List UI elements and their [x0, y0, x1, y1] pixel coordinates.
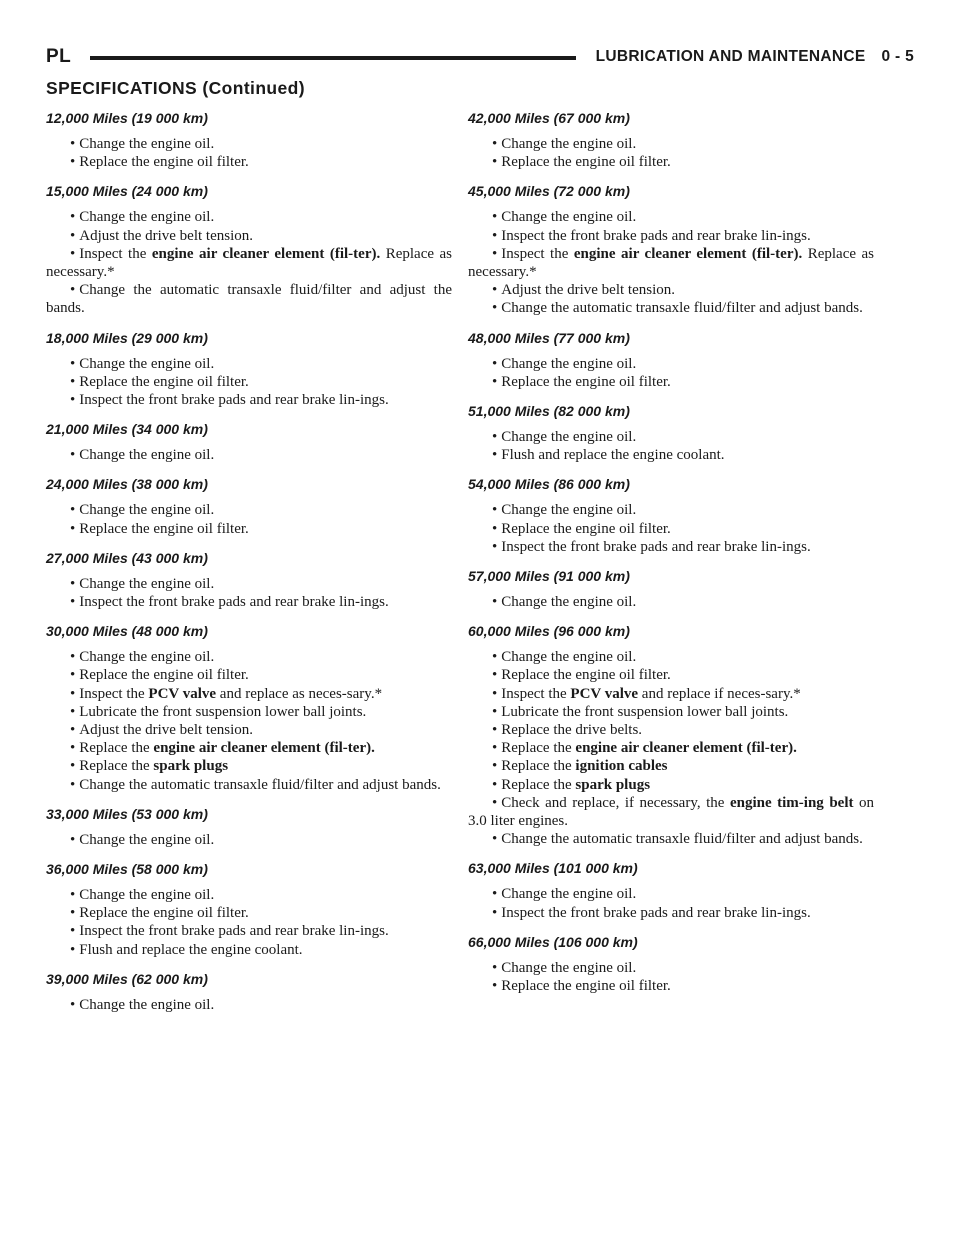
- interval-group: [46, 623, 452, 794]
- bullet-icon: •: [492, 355, 498, 372]
- task-item: [46, 391, 452, 409]
- task-item: [46, 135, 452, 153]
- interval-group: [46, 971, 452, 1014]
- task-item: [468, 245, 874, 281]
- bullet-icon: •: [492, 209, 498, 226]
- bullet-icon: •: [492, 282, 498, 299]
- task-text: Replace the engine oil filter.: [79, 373, 249, 390]
- bullet-icon: •: [70, 502, 76, 519]
- bullet-icon: •: [492, 667, 498, 684]
- task-text: Inspect the front brake pads and rear brake lin-ings.: [501, 227, 811, 244]
- task-text: Flush and replace the engine coolant.: [79, 941, 303, 958]
- task-item: [46, 922, 452, 940]
- interval-heading: 39,000 Miles (62 000 km): [46, 970, 208, 987]
- task-item: [468, 446, 874, 464]
- interval-heading: 60,000 Miles (96 000 km): [468, 623, 630, 640]
- task-text: Replace the engine oil filter.: [501, 373, 671, 390]
- task-text: Replace the: [79, 758, 154, 775]
- bullet-icon: •: [70, 594, 76, 611]
- task-text: Inspect the front brake pads and rear brake lin-ings.: [501, 538, 811, 555]
- bullet-icon: •: [70, 447, 76, 464]
- task-text: and replace if neces-sary.*: [638, 685, 801, 702]
- task-text: Change the engine oil.: [79, 502, 215, 519]
- interval-group: [468, 568, 874, 611]
- interval-heading: 63,000 Miles (101 000 km): [468, 860, 638, 877]
- bullet-icon: •: [492, 685, 498, 702]
- bullet-icon: •: [492, 447, 498, 464]
- interval-group: [468, 330, 874, 391]
- task-item: [46, 153, 452, 171]
- interval-group: [46, 421, 452, 464]
- task-text: Replace the engine oil filter.: [501, 978, 671, 995]
- task-emphasis: engine tim-ing belt: [729, 794, 854, 811]
- interval-heading: 21,000 Miles (34 000 km): [46, 421, 208, 438]
- task-text: Change the engine oil.: [79, 355, 215, 372]
- task-text: Change the automatic transaxle fluid/filter and adjust bands.: [79, 776, 441, 793]
- task-emphasis: PCV valve: [148, 685, 217, 702]
- bullet-icon: •: [70, 722, 76, 739]
- page-number: 0 - 5: [881, 48, 914, 65]
- bullet-icon: •: [70, 154, 76, 171]
- task-item: [46, 281, 452, 317]
- interval-heading: 12,000 Miles (19 000 km): [46, 110, 208, 126]
- task-text: Replace the: [501, 758, 576, 775]
- task-item: [468, 373, 874, 391]
- task-text: Change the engine oil.: [79, 447, 215, 464]
- task-item: [46, 501, 452, 519]
- interval-group: [468, 110, 874, 171]
- task-item: [46, 685, 452, 703]
- bullet-icon: •: [70, 905, 76, 922]
- header-title: LUBRICATION AND MAINTENANCE: [595, 48, 866, 65]
- bullet-icon: •: [70, 685, 76, 702]
- bullet-icon: •: [492, 136, 498, 152]
- task-item: [468, 739, 874, 757]
- task-item: [46, 593, 452, 611]
- task-text: and replace as neces-sary.*: [216, 685, 383, 702]
- task-emphasis: spark plugs: [153, 758, 229, 775]
- interval-group: [46, 110, 452, 171]
- header-right: [596, 48, 914, 66]
- bullet-icon: •: [492, 959, 498, 976]
- right-column: [468, 110, 874, 1007]
- task-text: Change the engine oil.: [79, 209, 215, 226]
- task-item: [468, 227, 874, 245]
- task-item: [468, 208, 874, 226]
- task-text: Replace the engine oil filter.: [79, 905, 249, 922]
- interval-heading: 45,000 Miles (72 000 km): [468, 183, 630, 200]
- task-text: Replace the drive belts.: [501, 722, 643, 739]
- task-text: Inspect the: [501, 685, 571, 702]
- bullet-icon: •: [492, 703, 498, 720]
- interval-heading: 66,000 Miles (106 000 km): [468, 933, 638, 950]
- interval-group: [46, 476, 452, 537]
- task-text: Replace the: [501, 740, 576, 757]
- task-text: Change the engine oil.: [501, 355, 637, 372]
- bullet-icon: •: [492, 429, 498, 446]
- task-item: [46, 941, 452, 959]
- task-text: Change the engine oil.: [501, 502, 637, 519]
- task-item: [468, 355, 874, 373]
- bullet-icon: •: [70, 649, 76, 666]
- task-text: Lubricate the front suspension lower ball joints.: [501, 703, 789, 720]
- task-emphasis: engine air cleaner element (fil-ter).: [151, 245, 381, 262]
- section-title: SPECIFICATIONS (Continued): [46, 78, 305, 98]
- task-text: Change the engine oil.: [79, 887, 215, 904]
- interval-heading: 54,000 Miles (86 000 km): [468, 476, 630, 493]
- interval-heading: 57,000 Miles (91 000 km): [468, 568, 630, 585]
- interval-heading: 33,000 Miles (53 000 km): [46, 805, 208, 822]
- task-text: Inspect the: [501, 245, 574, 262]
- task-item: [468, 135, 874, 153]
- bullet-icon: •: [70, 392, 76, 409]
- bullet-icon: •: [492, 776, 498, 793]
- interval-heading: 36,000 Miles (58 000 km): [46, 861, 208, 878]
- task-text: Change the engine oil.: [79, 649, 215, 666]
- interval-heading: 30,000 Miles (48 000 km): [46, 623, 208, 640]
- task-text: Replace the engine oil filter.: [501, 520, 671, 537]
- bullet-icon: •: [492, 722, 498, 739]
- task-text: Inspect the: [79, 685, 149, 702]
- bullet-icon: •: [70, 831, 76, 848]
- task-item: [468, 757, 874, 775]
- bullet-icon: •: [492, 502, 498, 519]
- bullet-icon: •: [492, 538, 498, 555]
- task-text: Change the engine oil.: [501, 649, 637, 666]
- bullet-icon: •: [492, 245, 498, 262]
- task-text: Inspect the front brake pads and rear brake lin-ings.: [79, 392, 389, 409]
- task-text: Adjust the drive belt tension.: [501, 282, 675, 299]
- bullet-icon: •: [70, 282, 76, 299]
- interval-group: [46, 183, 452, 317]
- task-text: Flush and replace the engine coolant.: [501, 447, 725, 464]
- bullet-icon: •: [70, 923, 76, 940]
- task-emphasis: engine air cleaner element (fil-ter).: [573, 245, 803, 262]
- task-text: Change the engine oil.: [79, 575, 215, 592]
- bullet-icon: •: [70, 227, 76, 244]
- bullet-icon: •: [492, 373, 498, 390]
- task-text: Change the engine oil.: [501, 886, 637, 903]
- bullet-icon: •: [70, 209, 76, 226]
- task-item: [468, 428, 874, 446]
- task-item: [46, 520, 452, 538]
- task-item: [468, 959, 874, 977]
- bullet-icon: •: [492, 886, 498, 903]
- task-item: [468, 281, 874, 299]
- interval-group: [468, 183, 874, 317]
- task-text: Change the automatic transaxle fluid/filter and adjust the bands.: [46, 282, 452, 317]
- task-item: [46, 886, 452, 904]
- bullet-icon: •: [492, 300, 498, 317]
- bullet-icon: •: [70, 776, 76, 793]
- interval-group: [468, 860, 874, 921]
- task-item: [46, 355, 452, 373]
- task-text: Replace the engine oil filter.: [79, 667, 249, 684]
- interval-group: [46, 330, 452, 410]
- task-item: [468, 538, 874, 556]
- task-text: Change the engine oil.: [501, 209, 637, 226]
- task-item: [468, 794, 874, 830]
- interval-group: [468, 476, 874, 556]
- task-text: Check and replace, if necessary, the: [501, 794, 730, 811]
- task-item: [46, 739, 452, 757]
- interval-heading: 42,000 Miles (67 000 km): [468, 110, 630, 126]
- task-item: [468, 703, 874, 721]
- task-text: Inspect the front brake pads and rear brake lin-ings.: [79, 594, 389, 611]
- task-text: Change the engine oil.: [501, 136, 637, 152]
- task-text: Change the engine oil.: [501, 594, 637, 611]
- interval-group: [468, 623, 874, 848]
- task-item: [468, 299, 874, 317]
- task-text: Replace the engine oil filter.: [79, 520, 249, 537]
- task-text: Inspect the front brake pads and rear brake lin-ings.: [501, 904, 811, 921]
- task-item: [46, 996, 452, 1014]
- bullet-icon: •: [70, 373, 76, 390]
- bullet-icon: •: [492, 740, 498, 757]
- task-text: Change the engine oil.: [501, 429, 637, 446]
- task-item: [468, 721, 874, 739]
- task-text: Replace the engine oil filter.: [79, 154, 249, 171]
- task-item: [468, 776, 874, 794]
- task-text: Change the automatic transaxle fluid/filter and adjust bands.: [501, 831, 863, 848]
- bullet-icon: •: [492, 154, 498, 171]
- task-item: [468, 666, 874, 684]
- task-item: [46, 208, 452, 226]
- task-item: [468, 501, 874, 519]
- task-item: [46, 831, 452, 849]
- bullet-icon: •: [70, 355, 76, 372]
- interval-heading: 18,000 Miles (29 000 km): [46, 329, 208, 346]
- task-emphasis: engine air cleaner element (fil-ter).: [575, 740, 797, 757]
- interval-group: [468, 403, 874, 464]
- task-item: [468, 885, 874, 903]
- bullet-icon: •: [492, 831, 498, 848]
- task-emphasis: ignition cables: [575, 758, 668, 775]
- task-item: [468, 520, 874, 538]
- task-text: Replace the engine oil filter.: [501, 154, 671, 171]
- task-item: [46, 904, 452, 922]
- bullet-icon: •: [70, 245, 76, 262]
- interval-heading: 48,000 Miles (77 000 km): [468, 329, 630, 346]
- task-text: Lubricate the front suspension lower ball joints.: [79, 703, 367, 720]
- task-item: [468, 830, 874, 848]
- task-item: [46, 703, 452, 721]
- bullet-icon: •: [70, 887, 76, 904]
- task-item: [46, 776, 452, 794]
- task-text: Replace the: [501, 776, 576, 793]
- task-item: [46, 666, 452, 684]
- task-item: [46, 446, 452, 464]
- bullet-icon: •: [492, 520, 498, 537]
- task-emphasis: spark plugs: [575, 776, 651, 793]
- task-item: [468, 153, 874, 171]
- task-item: [46, 227, 452, 245]
- bullet-icon: •: [70, 758, 76, 775]
- task-item: [468, 648, 874, 666]
- header-rule: [90, 56, 576, 60]
- task-item: [46, 757, 452, 775]
- task-item: [468, 977, 874, 995]
- bullet-icon: •: [70, 667, 76, 684]
- interval-heading: 27,000 Miles (43 000 km): [46, 549, 208, 566]
- bullet-icon: •: [70, 520, 76, 537]
- bullet-icon: •: [492, 594, 498, 611]
- task-text: Inspect the: [79, 245, 152, 262]
- task-text: on 3.0 liter engines.: [468, 794, 874, 830]
- task-text: Change the engine oil.: [501, 959, 637, 976]
- bullet-icon: •: [70, 941, 76, 958]
- interval-group: [46, 806, 452, 849]
- bullet-icon: •: [70, 575, 76, 592]
- header-model-code: PL: [46, 46, 72, 67]
- bullet-icon: •: [492, 794, 498, 811]
- task-item: [46, 245, 452, 281]
- bullet-icon: •: [492, 904, 498, 921]
- task-text: Change the engine oil.: [79, 136, 215, 152]
- task-text: Inspect the front brake pads and rear brake lin-ings.: [79, 923, 389, 940]
- bullet-icon: •: [492, 227, 498, 244]
- bullet-icon: •: [70, 136, 76, 152]
- task-item: [468, 904, 874, 922]
- task-text: Adjust the drive belt tension.: [79, 227, 253, 244]
- bullet-icon: •: [492, 978, 498, 995]
- task-item: [46, 373, 452, 391]
- left-column: [46, 110, 452, 1026]
- interval-group: [46, 861, 452, 959]
- interval-group: [46, 550, 452, 611]
- task-item: [46, 575, 452, 593]
- task-text: Replace the: [79, 740, 154, 757]
- interval-heading: 24,000 Miles (38 000 km): [46, 476, 208, 493]
- task-text: Change the automatic transaxle fluid/filter and adjust bands.: [501, 300, 863, 317]
- task-item: [468, 593, 874, 611]
- task-emphasis: PCV valve: [570, 685, 639, 702]
- page-header: [46, 46, 914, 72]
- bullet-icon: •: [492, 649, 498, 666]
- bullet-icon: •: [70, 703, 76, 720]
- task-text: Replace as necessary.*: [46, 245, 452, 281]
- task-emphasis: engine air cleaner element (fil-ter).: [153, 740, 375, 757]
- task-text: Adjust the drive belt tension.: [79, 722, 253, 739]
- task-text: Change the engine oil.: [79, 996, 215, 1013]
- task-text: Replace as necessary.*: [468, 245, 874, 281]
- interval-group: [468, 934, 874, 995]
- bullet-icon: •: [70, 996, 76, 1013]
- bullet-icon: •: [492, 758, 498, 775]
- interval-heading: 51,000 Miles (82 000 km): [468, 403, 630, 420]
- task-item: [46, 721, 452, 739]
- interval-heading: 15,000 Miles (24 000 km): [46, 183, 208, 200]
- bullet-icon: •: [70, 740, 76, 757]
- task-item: [468, 685, 874, 703]
- task-text: Change the engine oil.: [79, 831, 215, 848]
- task-text: Replace the engine oil filter.: [501, 667, 671, 684]
- task-item: [46, 648, 452, 666]
